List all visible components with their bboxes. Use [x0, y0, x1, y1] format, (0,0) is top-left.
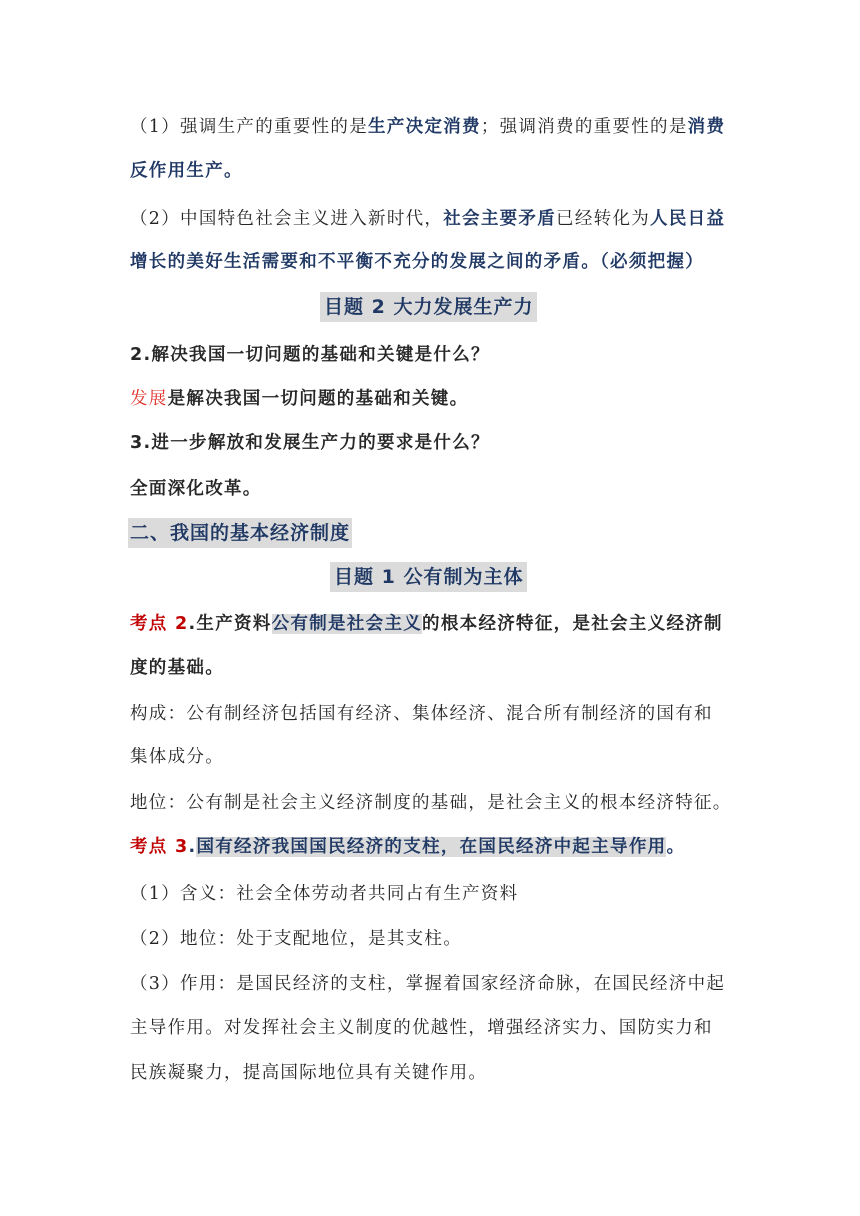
point-1-meaning: （1）含义：社会全体劳动者共同占有生产资料 — [130, 884, 519, 904]
kaodian-3-tag: 考点 3 — [130, 837, 189, 857]
answer-2 — [130, 386, 740, 412]
paragraph-2-line-1 — [130, 206, 740, 232]
p2-bold-2a: 人民日益 — [650, 209, 726, 229]
kaodian-2-tag: 考点 2 — [130, 614, 189, 634]
p1-bold-1: 生产决定消费 — [368, 117, 481, 137]
p1-mid: ；强调消费的重要性的是 — [480, 117, 688, 137]
p1-bold-2a: 消费 — [687, 117, 726, 137]
heading-productivity: 目题 2 大力发展生产力 — [320, 292, 537, 322]
point-3-role-line-3: 民族凝聚力，提高国际地位具有关键作用。 — [130, 1063, 488, 1083]
kaodian-2-dot: .生产资料 — [188, 614, 272, 634]
kaodian-2-highlight: 公有制是社会主义 — [271, 614, 423, 634]
p2-bold-2b: 增长的美好生活需要和不平衡不充分的发展之间的矛盾。（必须把握） — [130, 252, 705, 272]
kaodian-3 — [130, 834, 740, 860]
kaodian-2-line-2: 度的基础。 — [130, 658, 224, 678]
point-2-status: （2）地位：处于支配地位，是其支柱。 — [130, 929, 463, 949]
paragraph-1-line-2 — [130, 158, 740, 184]
p1-prefix: （1）强调生产的重要性的是 — [130, 117, 369, 137]
p2-bold-1: 社会主要矛盾 — [443, 209, 557, 229]
p2-mid: 已经转化为 — [556, 209, 651, 229]
point-3-role-line-2: 主导作用。对发挥社会主义制度的优越性，增强经济实力、国防实力和 — [130, 1018, 713, 1038]
kaodian-3-dot: . — [188, 837, 197, 857]
question-2: 2.解决我国一切问题的基础和关键是什么？ — [130, 345, 490, 365]
kaodian-3-highlight: 国有经济我国国民经济的支柱，在国民经济中起主导作用 — [196, 837, 667, 857]
section-heading-basic-economic-system: 二、我国的基本经济制度 — [128, 518, 352, 548]
answer-2-rest: 是解决我国一切问题的基础和关键。 — [167, 389, 469, 409]
paragraph-1-line-1 — [130, 114, 740, 140]
heading-public-ownership: 目题 1 公有制为主体 — [330, 562, 527, 592]
composition-line-2: 集体成分。 — [130, 747, 224, 767]
kaodian-3-end: 。 — [666, 837, 686, 857]
point-3-role-line-1: （3）作用：是国民经济的支柱，掌握着国家经济命脉，在国民经济中起 — [130, 974, 726, 994]
composition-line-1: 构成：公有制经济包括国有经济、集体经济、混合所有制经济的国有和 — [130, 704, 713, 724]
status-paragraph: 地位：公有制是社会主义经济制度的基础，是社会主义的根本经济特征。 — [130, 793, 732, 813]
kaodian-2-line-1 — [130, 611, 740, 637]
paragraph-2-line-2 — [130, 249, 740, 275]
answer-3: 全面深化改革。 — [130, 479, 262, 499]
answer-2-highlight: 发展 — [130, 389, 168, 409]
question-3: 3.进一步解放和发展生产力的要求是什么？ — [130, 433, 490, 453]
p1-bold-2b: 反作用生产。 — [130, 161, 243, 181]
kaodian-2-rest-a: 的根本经济特征，是社会主义经济制 — [422, 614, 723, 634]
p2-prefix: （2）中国特色社会主义进入新时代， — [130, 209, 444, 229]
